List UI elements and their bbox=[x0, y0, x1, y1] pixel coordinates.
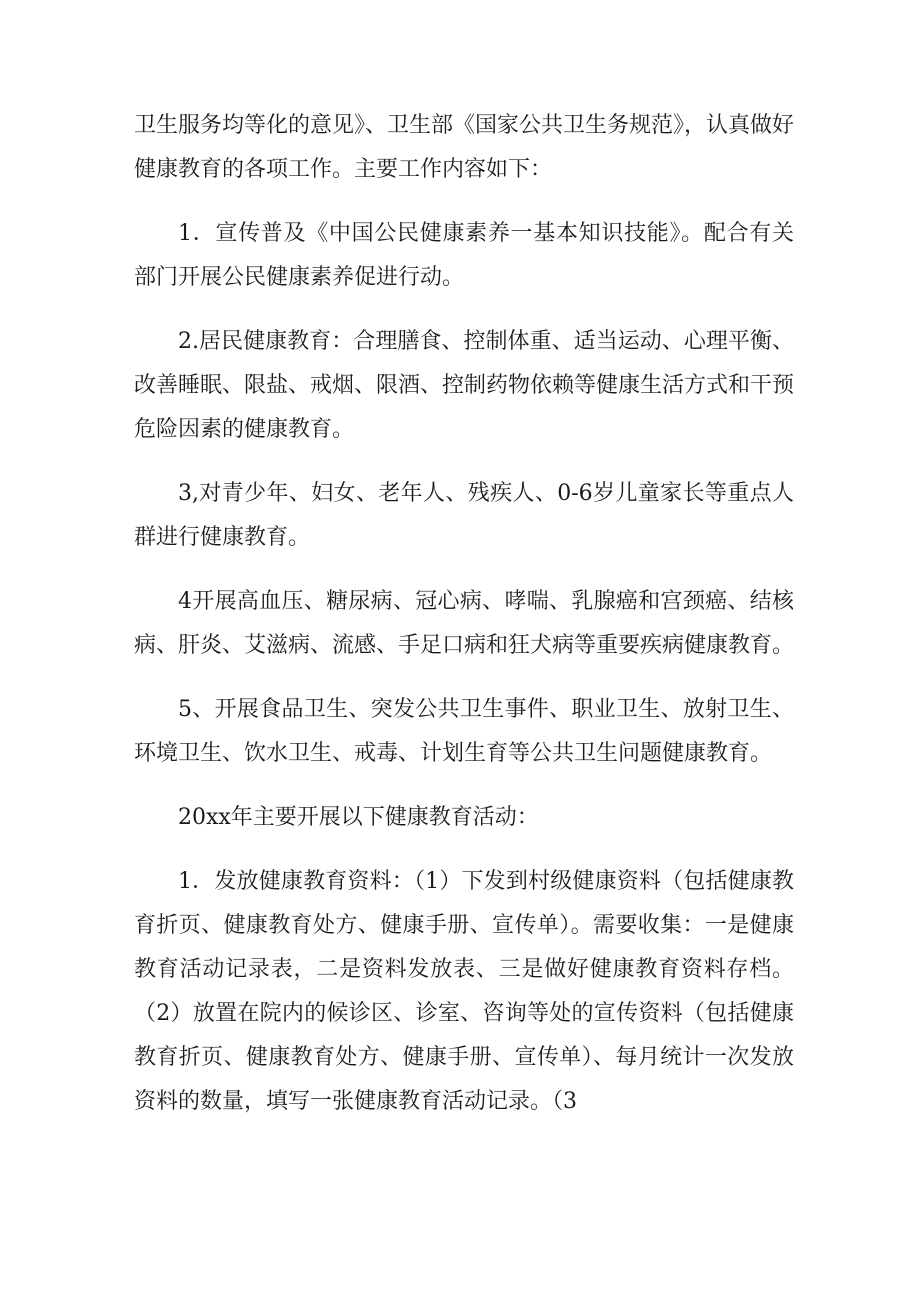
paragraph-intro: 卫生服务均等化的意见》、卫生部《国家公共卫生务规范》，认真做好健康教育的各项工作。主要工作内容如下： bbox=[134, 113, 795, 182]
paragraph-activities-heading: 20xx年主要开展以下健康教育活动： bbox=[178, 805, 539, 830]
paragraph-item-3: 3,对青少年、妇女、老年人、残疾人、0-6岁儿童家长等重点人群进行健康教育。 bbox=[134, 481, 794, 550]
paragraph-item-4: 4开展高血压、糖尿病、冠心病、哮喘、乳腺癌和宫颈癌、结核病、肝炎、艾滋病、流感、手足口病和狂犬病等重要疾病健康教育。 bbox=[134, 589, 795, 658]
document-body bbox=[134, 104, 794, 1144]
paragraph-activity-1: 1．发放健康教育资料：（1）下发到村级健康资料（包括健康教育折页、健康教育处方、健康手册、宣传单）。需要收集：一是健康教育活动记录表，二是资料发放表、三是做好健康教育资料存档。（2）放置在院内的候诊区、诊室、咨询等处的宣传资料（包括健康教育折页、健康教育处方、健康手册、宣传单）、每月统计一次发放资料的数量，填写一张健康教育活动记录。（3 bbox=[134, 869, 794, 1114]
paragraph-item-2: 2.居民健康教育：合理膳食、控制体重、适当运动、心理平衡、改善睡眠、限盐、戒烟、限酒、控制药物依赖等健康生活方式和干预危险因素的健康教育。 bbox=[134, 329, 795, 442]
paragraph-item-1: 1．宣传普及《中国公民健康素养一基本知识技能》。配合有关部门开展公民健康素养促进行动。 bbox=[134, 221, 794, 290]
paragraph-item-5: 5、开展食品卫生、突发公共卫生事件、职业卫生、放射卫生、环境卫生、饮水卫生、戒毒、计划生育等公共卫生问题健康教育。 bbox=[134, 697, 794, 766]
